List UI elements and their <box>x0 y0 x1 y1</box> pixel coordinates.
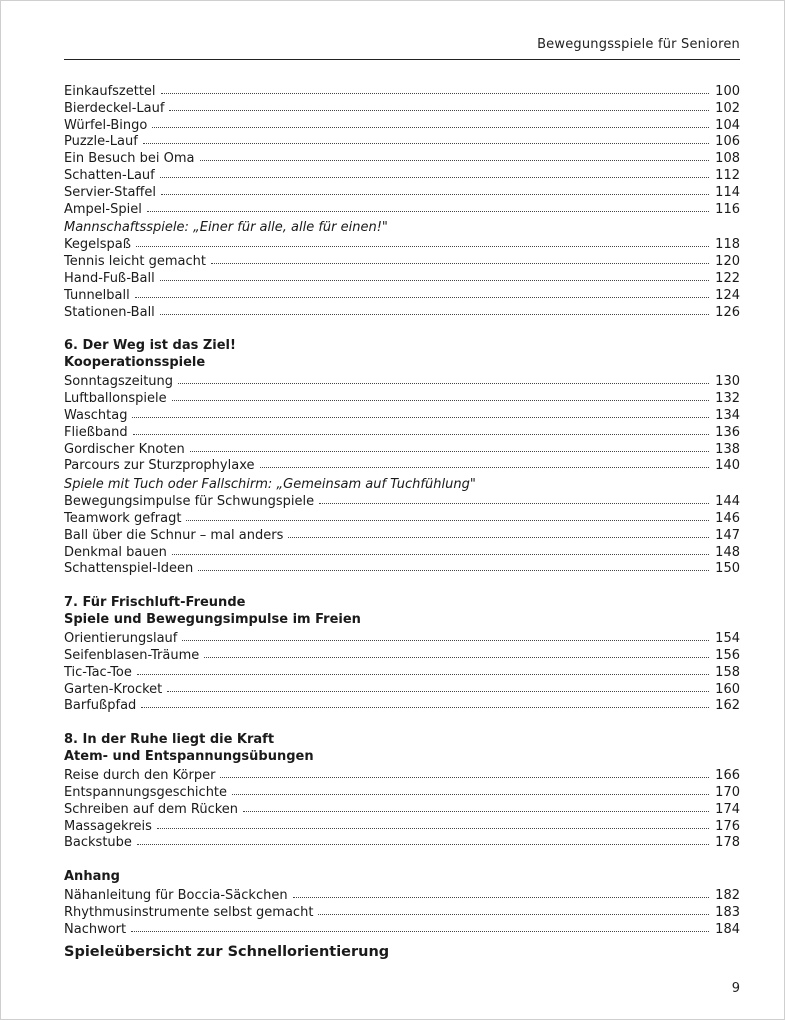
dot-leader <box>220 767 709 778</box>
dot-leader <box>147 201 709 212</box>
toc-entry-title: Denkmal bauen <box>64 544 167 560</box>
page-number: 9 <box>731 981 740 996</box>
toc-entry-page: 100 <box>715 84 740 99</box>
toc-entry-page: 160 <box>715 681 740 697</box>
dot-leader <box>260 457 710 468</box>
dot-leader <box>288 527 709 538</box>
toc-entry-title: Entspannungsgeschichte <box>64 784 228 800</box>
toc-entry-title: Seifenblasen-Träume <box>64 647 200 663</box>
toc-entry-page: 174 <box>715 801 740 817</box>
dot-leader <box>160 270 709 281</box>
toc-entry-page: 144 <box>715 494 740 510</box>
toc-entry-title: Schattenspiel-Ideen <box>64 561 194 577</box>
dot-leader <box>232 784 709 795</box>
toc-entries <box>64 237 740 321</box>
toc-entry-title: Tunnelball <box>64 287 130 303</box>
chapter-subtitle: Spiele und Bewegungsimpulse im Freien <box>64 612 361 628</box>
toc-entry <box>64 648 740 665</box>
toc-entry-page: 146 <box>715 510 740 526</box>
toc-entry-title: Puzzle-Lauf <box>64 134 138 150</box>
toc-entries <box>64 84 740 218</box>
chapter-subtitle: Kooperationsspiele <box>64 355 206 371</box>
toc-entry-page: 118 <box>715 237 740 253</box>
toc-entry-title: Rhythmusinstrumente selbst gemacht <box>64 904 314 920</box>
toc-entry <box>64 374 740 391</box>
toc-entry-page: 148 <box>715 544 740 560</box>
toc-subheading: Spiele mit Tuch oder Fallschirm: „Gemeinsam auf Tuchfühlung" <box>64 477 476 493</box>
toc-entry-title: Nähanleitung für Boccia-Säckchen <box>64 888 288 904</box>
dot-leader <box>204 647 709 658</box>
toc-entry-page: 106 <box>715 134 740 150</box>
dot-leader <box>136 236 709 247</box>
toc-entries <box>64 494 740 578</box>
toc-entry <box>64 254 740 271</box>
toc-entry-page: 170 <box>715 784 740 800</box>
toc-entry <box>64 905 740 922</box>
toc-entry-title: Sonntagszeitung <box>64 374 174 390</box>
toc-entry-title: Reise durch den Körper <box>64 768 216 784</box>
dot-leader <box>172 390 710 401</box>
toc-entry-page: 136 <box>715 424 740 440</box>
toc-entry-title: Ampel-Spiel <box>64 201 142 217</box>
toc-entry-page: 182 <box>715 888 740 904</box>
toc-entry-page: 130 <box>715 374 740 390</box>
toc-entry <box>64 101 740 118</box>
toc-entry <box>64 785 740 802</box>
chapter-heading <box>64 731 740 765</box>
dot-leader <box>243 801 709 812</box>
toc-entry-title: Hand-Fuß-Ball <box>64 270 155 286</box>
toc-entry-title: Servier-Staffel <box>64 184 156 200</box>
toc-entry-title: Würfel-Bingo <box>64 117 148 133</box>
toc-entry-page: 108 <box>715 151 740 167</box>
toc-entry-title: Stationen-Ball <box>64 304 155 320</box>
toc-entry <box>64 458 740 475</box>
toc-entries <box>64 631 740 715</box>
dot-leader <box>135 287 709 298</box>
toc-entry <box>64 305 740 322</box>
toc-entry-title: Kegelspaß <box>64 237 131 253</box>
toc-entry <box>64 118 740 135</box>
dot-leader <box>160 167 709 178</box>
toc-entry <box>64 528 740 545</box>
toc-entry-title: Nachwort <box>64 921 127 937</box>
toc-entry <box>64 819 740 836</box>
dot-leader <box>182 630 709 641</box>
toc-entry <box>64 631 740 648</box>
toc-entry-page: 134 <box>715 407 740 423</box>
dot-leader <box>167 681 709 692</box>
toc-entry-title: Luftballonspiele <box>64 391 167 407</box>
toc-entry-page: 140 <box>715 458 740 474</box>
toc-entries <box>64 768 740 852</box>
toc-entry-page: 138 <box>715 441 740 457</box>
toc-entry-title: Tennis leicht gemacht <box>64 254 206 270</box>
toc-entry-page: 120 <box>715 254 740 270</box>
toc-entry-page: 176 <box>715 818 740 834</box>
dot-leader <box>172 544 709 555</box>
toc-entries <box>64 888 740 938</box>
toc-entry <box>64 665 740 682</box>
toc-entry <box>64 494 740 511</box>
header-rule <box>64 59 740 60</box>
toc-entry <box>64 561 740 578</box>
dot-leader <box>293 887 710 898</box>
toc-entry <box>64 682 740 699</box>
dot-leader <box>143 133 709 144</box>
dot-leader <box>178 373 709 384</box>
toc-entry <box>64 408 740 425</box>
toc-entry <box>64 802 740 819</box>
dot-leader <box>318 904 709 915</box>
toc-entry-page: 124 <box>715 287 740 303</box>
dot-leader <box>198 560 709 571</box>
dot-leader <box>169 100 709 111</box>
toc-entry-page: 104 <box>715 117 740 133</box>
toc-entry-title: Tic-Tac-Toe <box>64 664 132 680</box>
dot-leader <box>137 834 709 845</box>
toc-entry <box>64 768 740 785</box>
toc-entry-title: Ball über die Schnur – mal anders <box>64 527 284 543</box>
dot-leader <box>186 510 709 521</box>
toc-entry-page: 112 <box>715 167 740 183</box>
dot-leader <box>131 921 709 932</box>
toc-entry-title: Parcours zur Sturzprophylaxe <box>64 458 255 474</box>
toc-entry-title: Bewegungsimpulse für Schwungspiele <box>64 494 315 510</box>
chapter-heading <box>64 337 740 371</box>
overview-title: Spieleübersicht zur Schnellorientierung <box>64 944 390 961</box>
toc-entry <box>64 237 740 254</box>
toc-entry <box>64 511 740 528</box>
chapter-heading <box>64 594 740 628</box>
dot-leader <box>211 253 709 264</box>
toc-entry-page: 116 <box>715 201 740 217</box>
toc-entry <box>64 425 740 442</box>
toc-entry <box>64 185 740 202</box>
toc-entry <box>64 84 740 101</box>
toc-entry-title: Teamwork gefragt <box>64 510 182 526</box>
toc-entry-title: Backstube <box>64 835 132 851</box>
toc-entry-title: Barfußpfad <box>64 698 137 714</box>
toc-entry <box>64 888 740 905</box>
dot-leader <box>137 664 709 675</box>
toc-entry-title: Massagekreis <box>64 818 152 834</box>
dot-leader <box>161 83 710 94</box>
toc-entry <box>64 202 740 219</box>
toc-entry-title: Einkaufszettel <box>64 84 156 99</box>
running-header: Bewegungsspiele für Senioren <box>537 37 740 52</box>
toc-entry <box>64 134 740 151</box>
toc-entry-page: 184 <box>715 921 740 937</box>
chapter-title: 8. In der Ruhe liegt die Kraft <box>64 732 275 748</box>
toc-entry <box>64 922 740 939</box>
toc-entry <box>64 835 740 852</box>
dot-leader <box>319 493 709 504</box>
dot-leader <box>141 697 709 708</box>
dot-leader <box>160 304 709 315</box>
toc-subheading: Mannschaftsspiele: „Einer für alle, alle für einen!" <box>64 220 388 236</box>
dot-leader <box>152 117 709 128</box>
toc-entry-title: Gordischer Knoten <box>64 441 185 457</box>
toc-entry-title: Fließband <box>64 424 128 440</box>
toc-entry-page: 122 <box>715 270 740 286</box>
toc-entry-page: 126 <box>715 304 740 320</box>
toc-entry <box>64 698 740 715</box>
toc-entry <box>64 168 740 185</box>
toc-entry-page: 154 <box>715 631 740 647</box>
toc-entry <box>64 151 740 168</box>
dot-leader <box>132 407 709 418</box>
toc-entry <box>64 271 740 288</box>
toc-entry-page: 156 <box>715 647 740 663</box>
toc-entry-title: Bierdeckel-Lauf <box>64 100 165 116</box>
toc-entry-title: Garten-Krocket <box>64 681 163 697</box>
toc-entry-title: Schreiben auf dem Rücken <box>64 801 239 817</box>
toc-entry <box>64 545 740 562</box>
appendix-title: Anhang <box>64 869 120 885</box>
dot-leader <box>190 441 709 452</box>
dot-leader <box>200 150 710 161</box>
chapter-title: 6. Der Weg ist das Ziel! <box>64 338 236 354</box>
toc-entry-page: 166 <box>715 768 740 784</box>
toc-entries <box>64 374 740 475</box>
toc-entry-page: 178 <box>715 835 740 851</box>
toc-entry <box>64 442 740 459</box>
toc-entry-page: 132 <box>715 391 740 407</box>
toc-section-intro <box>64 84 740 321</box>
dot-leader <box>161 184 709 195</box>
toc-entry-page: 147 <box>715 527 740 543</box>
toc-entry-page: 162 <box>715 698 740 714</box>
table-of-contents <box>64 84 740 961</box>
dot-leader <box>157 818 709 829</box>
toc-entry <box>64 391 740 408</box>
toc-entry-title: Waschtag <box>64 407 128 423</box>
toc-entry-title: Orientierungslauf <box>64 631 178 647</box>
toc-entry <box>64 288 740 305</box>
toc-entry-page: 114 <box>715 184 740 200</box>
toc-entry-page: 158 <box>715 664 740 680</box>
toc-entry-title: Ein Besuch bei Oma <box>64 151 195 167</box>
toc-entry-page: 150 <box>715 561 740 577</box>
dot-leader <box>133 424 710 435</box>
toc-entry-title: Schatten-Lauf <box>64 167 155 183</box>
toc-entry-page: 183 <box>715 904 740 920</box>
toc-entry-page: 102 <box>715 100 740 116</box>
chapter-subtitle: Atem- und Entspannungsübungen <box>64 749 314 765</box>
chapter-title: 7. Für Frischluft-Freunde <box>64 595 246 611</box>
